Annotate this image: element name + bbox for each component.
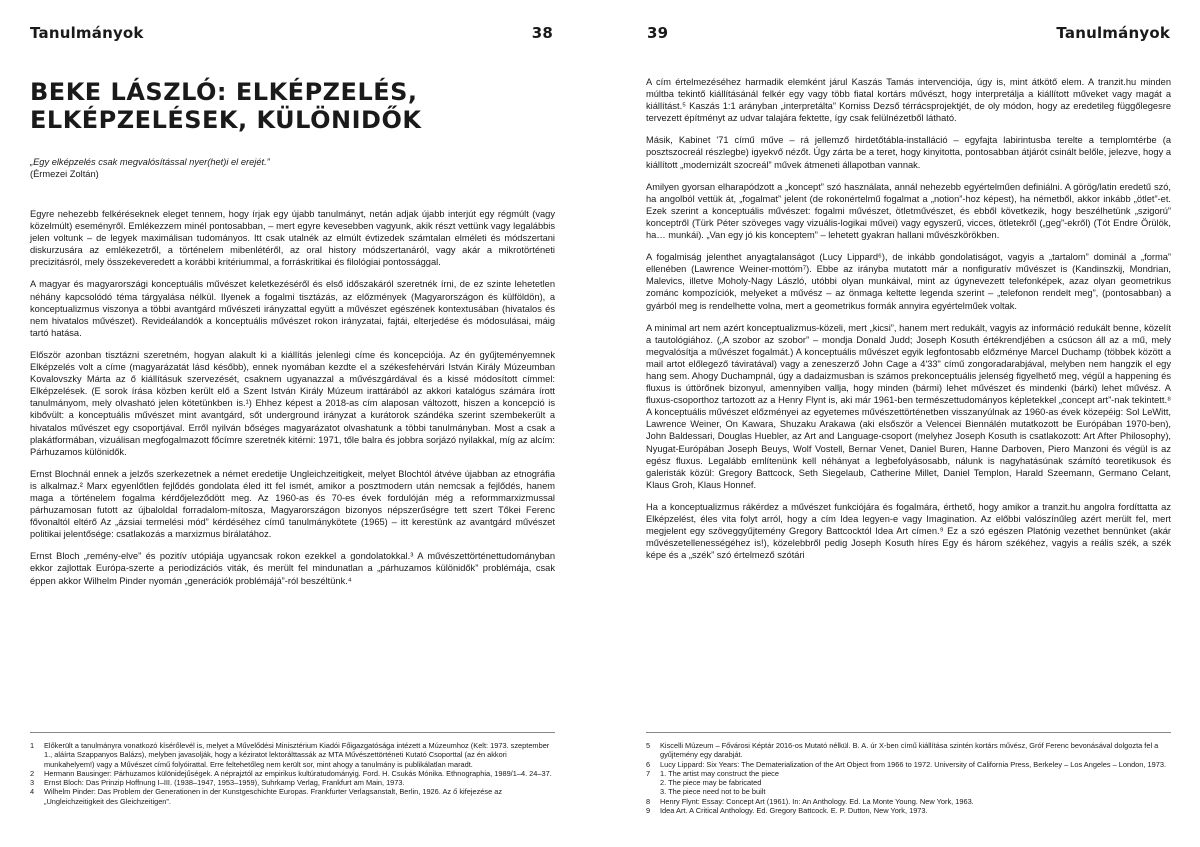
right-page — [600, 0, 1200, 847]
footnote-number: 4 — [30, 787, 35, 797]
footnote — [646, 760, 1171, 769]
footnote — [646, 769, 1171, 797]
body-text — [646, 76, 1171, 571]
section-header: Tanulmányok — [1056, 24, 1170, 42]
page-number: 39 — [647, 24, 669, 42]
paragraph: Amilyen gyorsan elharapódzott a „koncept” szó használata, annál nehezebb egyértelműen definiálni. A görög/latin eredetű szó, ha angolból vettük át, „fogalmat” jelent (de rokonértelmű fogalmat a „notion”-hoz képest), ha németből, akkor inkább „ötlet”-et. Ezek szerint a konceptuális művészet: fogalmi művészet, ötletművészet, és ebből következik, hogy beszélhetünk „szigorú” konceptről (Türk Péter szöveges vagy vizuális-logikai művei) vagy egyszerű, vicces, ötletekről („geg”-ekről) (Tót Endre Örülök, ha… munkái). „Van egy jó kis konceptem” – lehetett gyakran hallani művészkörökben. — [646, 181, 1171, 241]
paragraph: A minimal art nem azért konceptualizmus-közeli, mert „kicsi”, hanem mert redukált, vagyis az információ redukált benne, közelít a tautológiához. („A szobor az szobor” – mondja Donald Judd; Joseph Kosuth értékrendjében a csúcson áll az a mű, mely megvalósítja a művészet fogalmát.) A konceptuális művészet egyik legfontosabb előzménye Marcel Duchamp (többek között a mail artot előlegező táviratával) vagy a zeneszerző John Cage a 4'33" című zongoradarabjával, melyben nem hangzik el egy hang sem. Ahogy Duchampnál, úgy a dadaizmusban is számos prekonceptuális jelenség figyelhető meg, végül a happening és fluxus is úttörőnek bizonyul, amennyiben vallja, hogy minden (bármi) lehet művészet és mindenki (bárki) lehet művész. A fluxus-csoporthoz tartozott az a Henry Flynt is, aki már 1961-ben természettudományos képletekkel „concept art”-nak tekintett.⁸ A konceptuális művészet előzményei az egyetemes művészettörténetben visszanyúlnak az 1960-as évek közepéig: Sol LeWitt, Lawrence Weiner, On Kawara, Shuzaku Arakawa (aki elsőször a Velencei Biennálén mutatkozott be Európában 1970-ben), John Baldessari, Douglas Huebler, az Art and Language-csoport (melyhez Joseph Kosuth is csatlakozott: Art After Philosophy), Nyugat-Európában Joseph Beuys, Wolf Vostell, Bernar Venet, Daniel Buren, Hanne Darboven, Piero Manzoni és végül is az egész fluxus. Legalább említenünk kell néhányat a legbefolyásosabb, nálunk is nagyhatásúnak számító teoretikusok és galeristák közül: Gregory Battcock, Seth Siegelaub, Catherine Millet, Daniel Templon, Harald Szeemann, Germano Celant, Klaus Groh, Klaus Honnef. — [646, 322, 1171, 490]
paragraph: A magyar és magyarországi konceptuális művészet keletkezéséről és első időszakáról szeretnék írni, de ez szinte lehetetlen néhány kapcsolódó téma tárgyalása nélkül. Ilyenek a fogalmi tisztázás, az előzmények (Magyarországon és külföldön), a konceptualizmus viszonya a többi avantgárd művészeti irányzattal együtt a művészet egészének kontextusában (hivatalos és nem hivatalos művészet). Revideálandók a konceptuális művészet rokon irányzatai, fajtái, elterjedése és módosulásai, máig tartó hatása. — [30, 279, 555, 338]
footnote-text: Kiscelli Múzeum – Fővárosi Képtár 2016-os Mutató nélkül. B. A. úr X-ben című kiállítása szintén kortárs művész, Gróf Ferenc bevonásával dolgozta fel a gyűjtemény egy darabját. — [660, 741, 1159, 760]
body-text — [30, 208, 555, 597]
footnote-number: 1 — [30, 741, 35, 750]
footnote-number: 8 — [646, 796, 651, 806]
article-title: BEKE LÁSZLÓ: ELKÉPZELÉS, ELKÉPZELÉSEK, KÜLÖNIDŐK — [30, 78, 422, 134]
footnote — [30, 787, 555, 806]
paragraph: Másik, Kabinet '71 című műve – rá jellemző hirdetőtábla-installáció – egyfajta labirintusba terelte a templomtérbe (a posztszocreál részlegbe) igyekvő nézőt. Úgy zárta be a teret, hogy kinyitotta, pontosabban átjárót csinált belőle, jelezve, hogy a kiállított „modernizált szocreál” művek átmeneti állapotban vannak. — [646, 135, 1171, 170]
footnote-text: Lucy Lippard: Six Years: The Dematerialization of the Art Object from 1966 to 1972. University of California Press, Berkeley – Los Angeles – London, 1973. — [660, 759, 1166, 769]
epigraph — [30, 156, 555, 180]
paragraph: Ernst Bloch „remény-elve” és pozitív utópiája ugyancsak rokon ezekkel a gondolatokkal.³ A művészettörténettudományban ekkor zajlottak Európa-szerte a periodizációs viták, és merült fel mindunatlan a „párhuzamos különidők” problémája, csak éppen akkor Wilhelm Pinder nyomán „generációk problémájá”-ról beszéltünk.⁴ — [30, 551, 555, 586]
paragraph: A cím értelmezéséhez harmadik elemként járul Kaszás Tamás intervenciója, úgy is, mint átkötő elem. A tranzit.hu minden múltba tekintő kiállításánál felkér egy vagy több fiatal kortárs művészt, hogy interpretálja a kiállított műveket vagy magát a kiállítást.⁵ Kaszás 1:1 arányban „interpretálta” Korniss Dezső térrácsprojektjét, de oly módon, hogy az eredetileg függőlegesre tervezett építményt az udvar talajára fektette, így csak felülnézetből látható. — [646, 77, 1171, 124]
section-header: Tanulmányok — [30, 24, 144, 42]
footnote-number: 2 — [30, 768, 35, 778]
page-number: 38 — [531, 24, 553, 42]
footnote — [30, 769, 555, 778]
footnote-number: 5 — [646, 741, 651, 750]
footnote-number: 6 — [646, 759, 651, 769]
footnote — [646, 806, 1171, 815]
paragraph: A fogalmiság jelenthet anyagtalanságot (Lucy Lippard⁶), de inkább gondolatiságot, vagyis a „tartalom” dominál a „forma” ellenében (Lawrence Weiner-mottóm⁷). Ebbe az irányba mutatott már a nonfiguratív művészet is (Kandinszkij, Mondrian, Malevics, illetve Moholy-Nagy László, utóbbi olyan munkáival, mint az úgynevezett telefonképek, azaz olyan geometrikus zománc kompozíciók, melyeket a művész – az önmaga keltette legenda szerint – „telefonon rendelt meg”, (pontosabban) a gyárból meg is rendelhette volna, mert a geometrikus formák annyira egyértelműek voltak. — [646, 252, 1171, 311]
footnote-text: Henry Flynt: Essay: Concept Art (1961). In: An Anthology. Ed. La Monte Young. New York, 1963. — [660, 796, 974, 806]
footnotes — [30, 741, 555, 806]
footnote — [30, 741, 555, 769]
paragraph: Egyre nehezebb felkéréseknek eleget tennem, hogy írjak egy újabb tanulmányt, netán adjak újabb interjút egy régmúlt (vagy közelmúlt) eseményről. Emlékezzem minél pontosabban, – mert egyre kevesebben vagyunk, akik részt vettünk vagy legalábbis jelen voltunk – de legyek maximálisan tudományos. Itt csak utalnék az elmúlt évtizedek számtalan elméleti és módszertani diskurzusára az emlékezetről, a történelem mibenlétéről, az oral history módszertanáról, vagy akár a mikrotörténeti precizitásról, mely összekeveredett a korábbi kritériummal, a forráskritikai és filológiai pontossággal. — [30, 209, 555, 268]
footnotes — [646, 741, 1171, 815]
paragraph: Ernst Blochnál ennek a jelzős szerkezetnek a német eredetije Ungleichzeitigkeit, melyet Blochtól átvéve újabban az etnográfia is alkalmaz.² Marx egyenlőtlen fejlődés gondolata éled itt fel ismét, amikor a posztmodern után nemcsak a fejlődés, hanem maga a történelem fogalma kérdőjeleződött meg. Az 1960-as és 70-es évek fordulóján még a reformmarxizmussal párhuzamosan futott az újbaloldal forradalom-mítosza, Magyarországon bizonyos népszerűségre tett szert Tőkei Ferenc fővonaltól eltérő Az „ázsiai termelési mód” kérdéséhez című tanulmánykötete (1965) – itt kerestünk az avantgárd művészet politikai jelentősége: csatlakozás a marxizmus bírálatához. — [30, 468, 555, 540]
footnote — [30, 778, 555, 787]
epigraph-quote: „Egy elképzelés csak megvalósítással nyer(het)i el erejét.” — [30, 157, 270, 167]
footnote-number: 3 — [30, 778, 35, 788]
footnote-text: 1. The artist may construct the piece 2. The piece may be fabricated 3. The piece need not to be built — [660, 768, 779, 797]
footnote-divider — [646, 732, 1171, 733]
paragraph: Ha a konceptualizmus rákérdez a művészet funkciójára és fogalmára, érthető, hogy amikor a tranzit.hu angolra fordíttatta az Elképzelést, éles vita folyt arról, hogy a cím Idea legyen-e vagy Imagination. Az előbbi valószínűleg azért merült fel, mert megjelent egy szöveggyűjtemény Gregory Battcocktól Idea Art címen.⁹ Ez a szó egészen Platónig vezethet bennünket (akár művészetellenességéhez is!), közelebbről pedig Joseph Kosuth híres Egy és három székéhez, vagyis a reális szék, a szék képe és a „szék” szó értelmező szótári — [646, 501, 1171, 561]
footnote-text: Előkerült a tanulmányra vonatkozó kísérőlevél is, melyet a Művelődési Minisztérium Kiadói Főigazgatósága intézett a Múzeumhoz (Kelt: 1973. szeptember 1., aláírta Szappanyos Balázs), melyben javasolják, hogy a kéziratot lektorálttassák az MTA Művészettörténeti Kutató Csoporttal (az én akkori munkahelyem!) vagy a Művészet című folyóirattal. Erre feltehetőleg nem került sor, mint ahogy a tanulmány is publikálatlan maradt. — [44, 741, 550, 769]
paragraph: Először azonban tisztázni szeretném, hogyan alakult ki a kiállítás jelenlegi címe és koncepciója. Az én gyűjteményemnek Elképzelés volt a címe (magyarázatát lásd később), ennek nyomában kezdte el a székesfehérvári István Király Múzeumban Kovalovszky Márta az ő kiállításuk szervezését, csaknem ugyanazzal a művészgárdával és a kissé módosított címmel: Elképzelések. (E sorok írása közben került elő a Szent István Király Múzeum irattárából az akkori katalógus számára írott tanulmányom, mely olvasható jelen kötetünkben is.¹) Ehhez képest a 2018-as cím alaposan változott, hiszen a koncepció is kibővült: a konceptuális művészet mint avantgárd, sőt underground irányzat a kurátorok szándéka szerint szembekerült a hivatalos művészet egy csoportjával. Erről nyilván bőséges magyarázatot olvashatunk a többi tanulmányban. Most a csak a plakátformában, vizuálisan megfogalmazott főcímre szeretnék kitérni: 1971, tőle balra és jobbra sorjázó nyilakkal, míg az alcím: Párhuzamos különidők. — [30, 349, 555, 457]
footnote-text: Ernst Bloch: Das Prinzip Hoffnung I–III. (1938–1947, 1953–1959), Suhrkamp Verlag, Frankfurt am Main, 1973. — [44, 778, 405, 788]
footnote-number: 7 — [646, 768, 651, 778]
footnote-divider — [30, 732, 555, 733]
footnote — [646, 741, 1171, 760]
footnote-text: Wilhelm Pinder: Das Problem der Generationen in der Kunstgeschichte Europas. Frankfurter Verlagsanstalt, Berlin, 1926. Az ő kifejezése az „Ungleichzeitigkeit des Gleichzeitigen”. — [44, 787, 503, 806]
footnote — [646, 797, 1171, 806]
epigraph-author: (Érmezei Zoltán) — [30, 169, 99, 180]
footnote-text: Hermann Bausinger: Párhuzamos különidejűségek. A néprajztól az empirikus kultúratudományig. Ford. H. Csukás Mónika. Ethnographia, 1989/1–4. 24–37. — [44, 768, 552, 778]
footnote-text: Idea Art. A Critical Anthology. Ed. Gregory Battcock. E. P. Dutton, New York, 1973. — [660, 806, 928, 816]
footnote-number: 9 — [646, 806, 651, 816]
